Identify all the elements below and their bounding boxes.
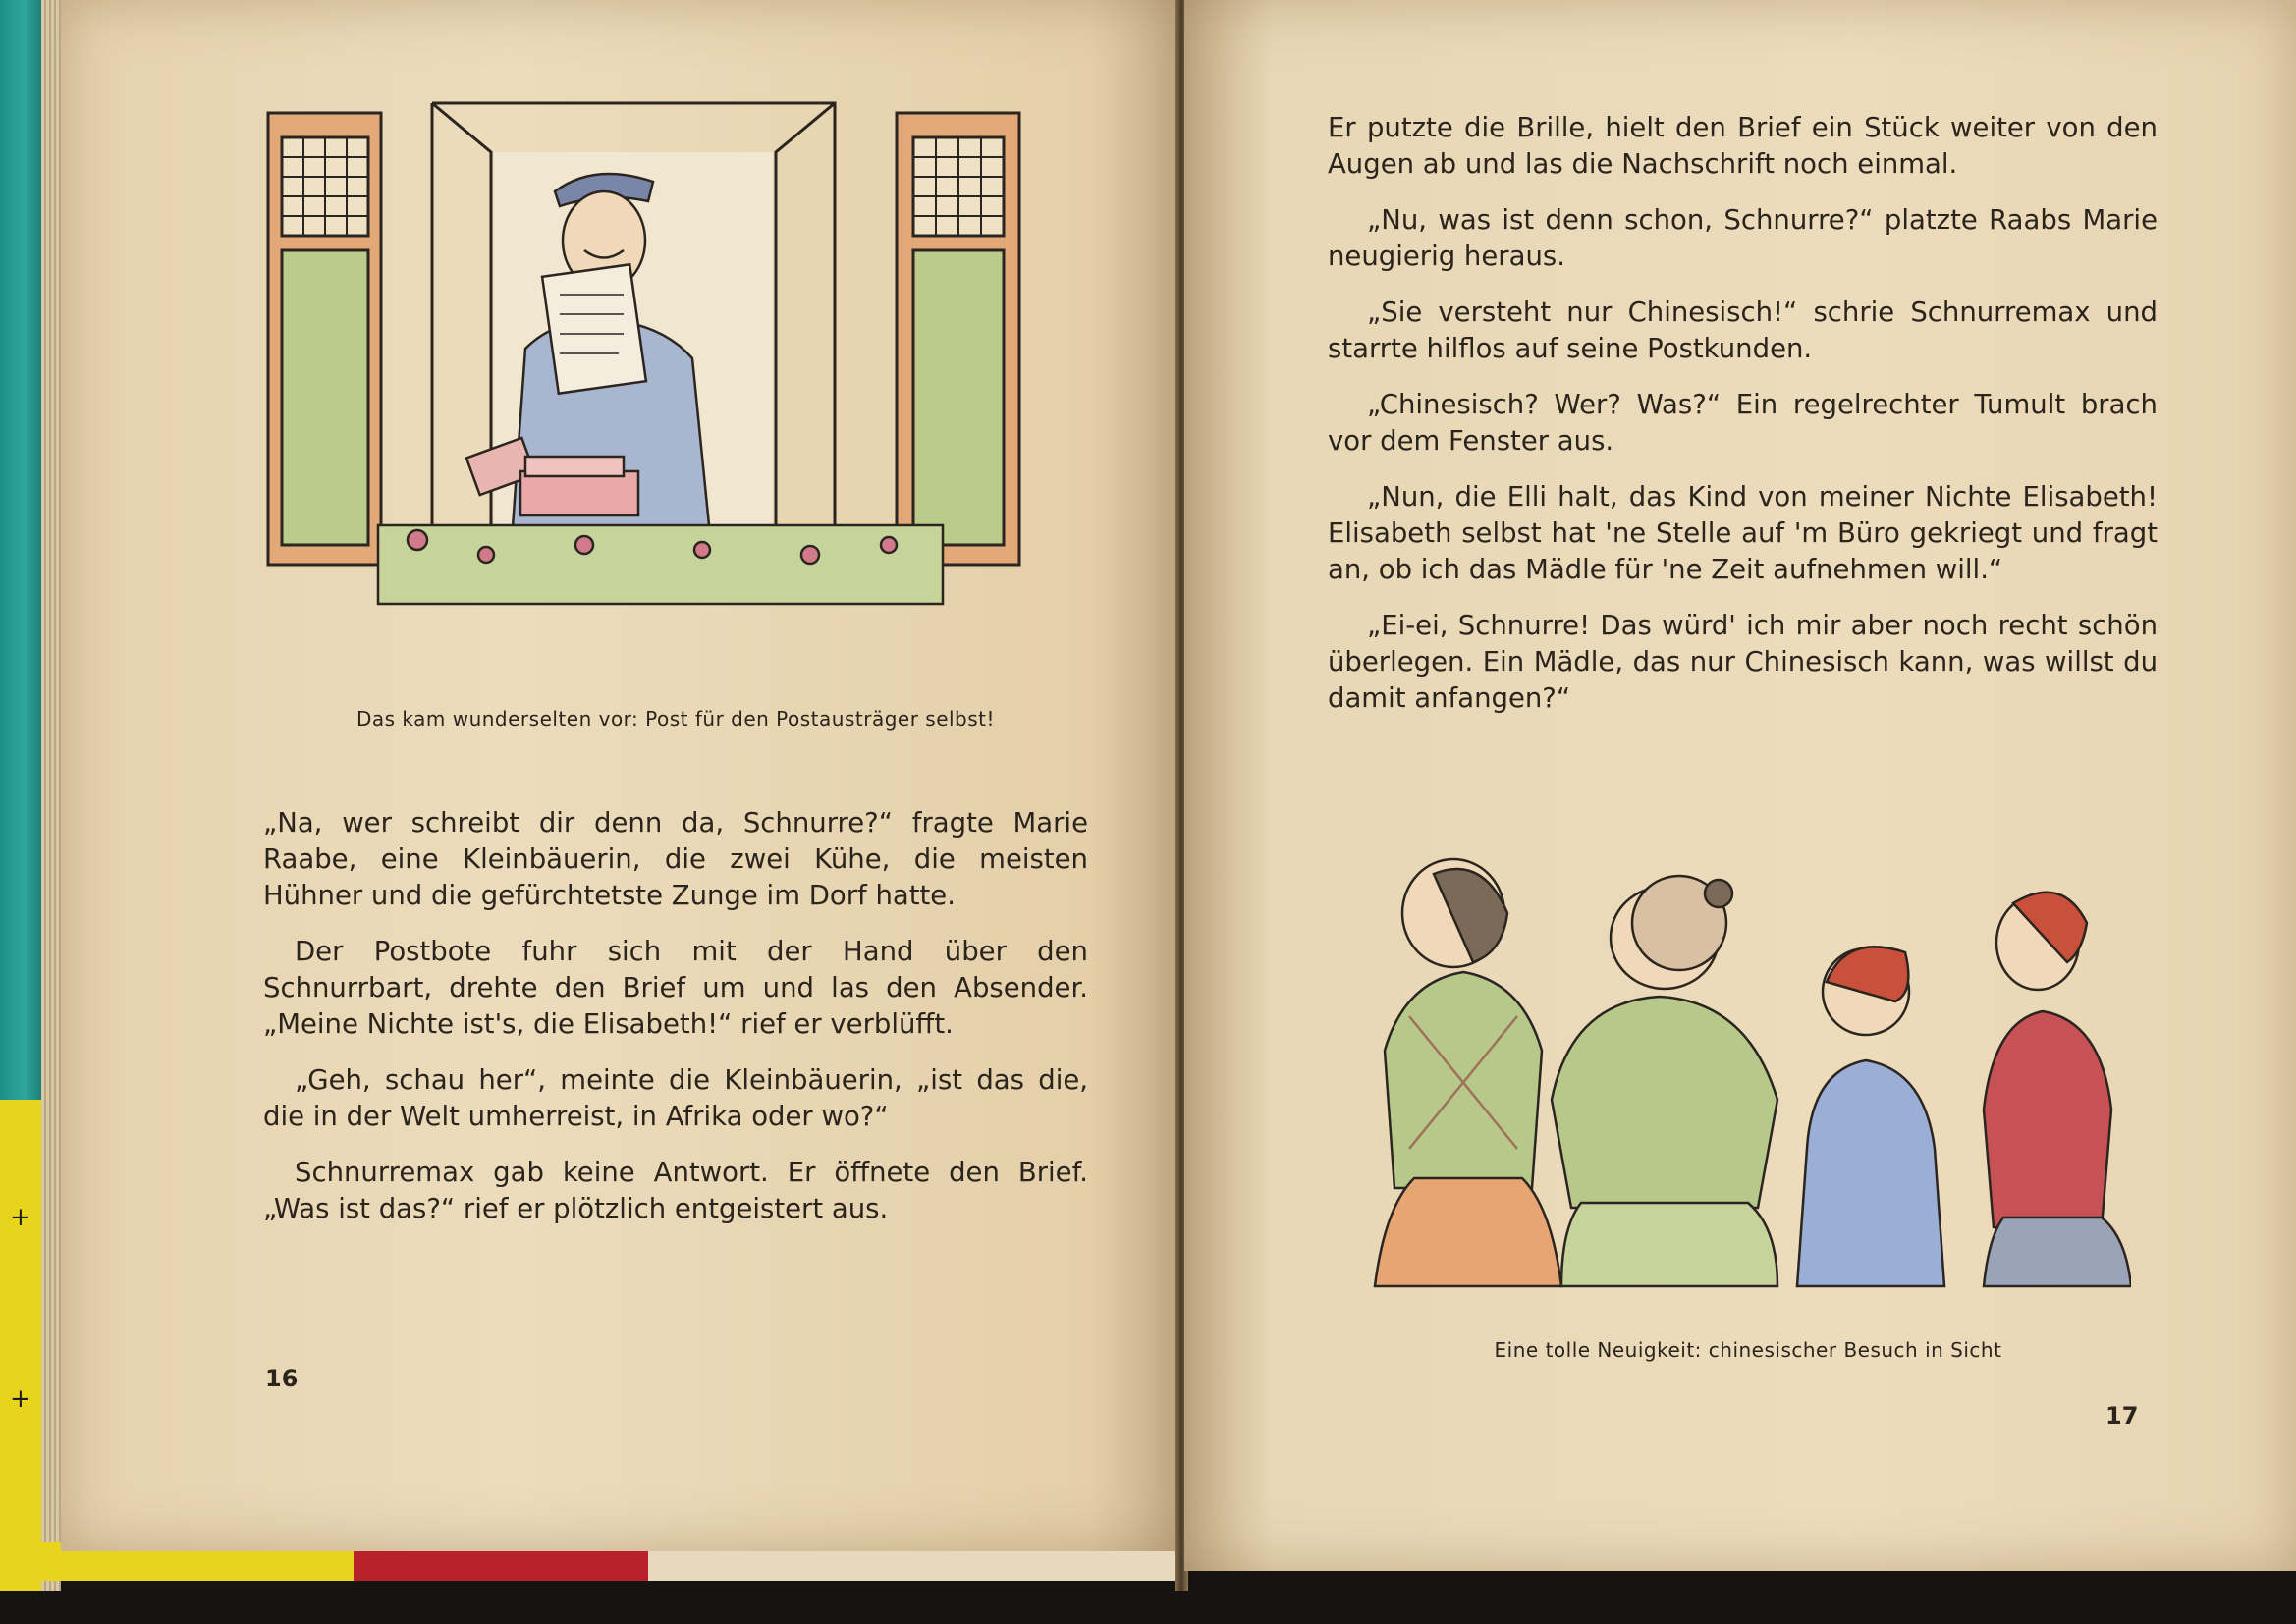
paragraph: „Na, wer schreibt dir denn da, Schnurre?“ fragte Marie Raabe, eine Kleinbäuerin, die zwei Kühe, die meisten Hühner und die gefürchtetste Zunge im Dorf hatte.	[263, 807, 1088, 911]
right-shutter	[897, 113, 1019, 565]
villager-woman-1	[1375, 859, 1561, 1286]
cross-mark-icon: +	[10, 1203, 31, 1232]
book-cover-edge-yellow	[0, 1100, 41, 1591]
page-edges	[41, 0, 61, 1591]
flower-box	[378, 525, 943, 604]
paragraph: „Geh, schau her“, meinte die Kleinbäuerin, „ist das die, die in der Welt umherreist, in Afrika oder wo?“	[263, 1064, 1088, 1132]
villager-boy	[1797, 947, 1944, 1286]
book-cover-edge	[0, 0, 41, 1100]
paragraph: Schnurremax gab keine Antwort. Er öffnete den Brief. „Was ist das?“ rief er plötzlich entgeistert aus.	[263, 1157, 1088, 1224]
villager-woman-2	[1552, 876, 1777, 1286]
paragraph: „Nu, was ist denn schon, Schnurre?“ platzte Raabs Marie neugierig heraus.	[1328, 204, 2158, 272]
right-page-body	[1328, 110, 2158, 736]
cross-mark-icon: +	[10, 1384, 31, 1414]
page-number: 17	[2105, 1402, 2139, 1430]
paragraph: Der Postbote fuhr sich mit der Hand über den Schnurrbart, drehte den Brief um und las den Absender. „Meine Nichte ist's, die Elisabeth!“ rief er verblüfft.	[263, 936, 1088, 1040]
paragraph: „Chinesisch? Wer? Was?“ Ein regelrechter Tumult brach vor dem Fenster aus.	[1328, 389, 2158, 457]
figure-caption: Das kam wunderselten vor: Post für den Postausträger selbst!	[355, 707, 996, 731]
paragraph: „Nun, die Elli halt, das Kind von meiner Nichte Elisabeth! Elisabeth selbst hat 'ne Stelle auf 'm Büro gekriegt und fragt an, ob ich das Mädle für 'ne Zeit aufnehmen will.“	[1328, 481, 2158, 585]
paragraph: „Sie versteht nur Chinesisch!“ schrie Schnurremax und starrte hilflos auf seine Postkunden.	[1328, 297, 2158, 364]
left-shutter	[268, 113, 381, 565]
page-number: 16	[265, 1365, 299, 1392]
paragraph: „Ei-ei, Schnurre! Das würd' ich mir aber noch recht schön überlegen. Ein Mädle, das nur Chinesisch kann, was willst du damit anfangen?“	[1328, 610, 2158, 714]
figure-caption: Eine tolle Neuigkeit: chinesischer Besuch in Sicht	[1494, 1338, 2002, 1362]
four-villagers-looking-up-illustration	[1316, 854, 2131, 1316]
paragraph: Er putzte die Brille, hielt den Brief ein Stück weiter von den Augen ab und las die Nachschrift noch einmal.	[1328, 112, 2158, 180]
postman-at-window-illustration	[260, 93, 1066, 682]
villager-woman-3	[1984, 893, 2131, 1286]
left-page-body	[263, 805, 1088, 1247]
